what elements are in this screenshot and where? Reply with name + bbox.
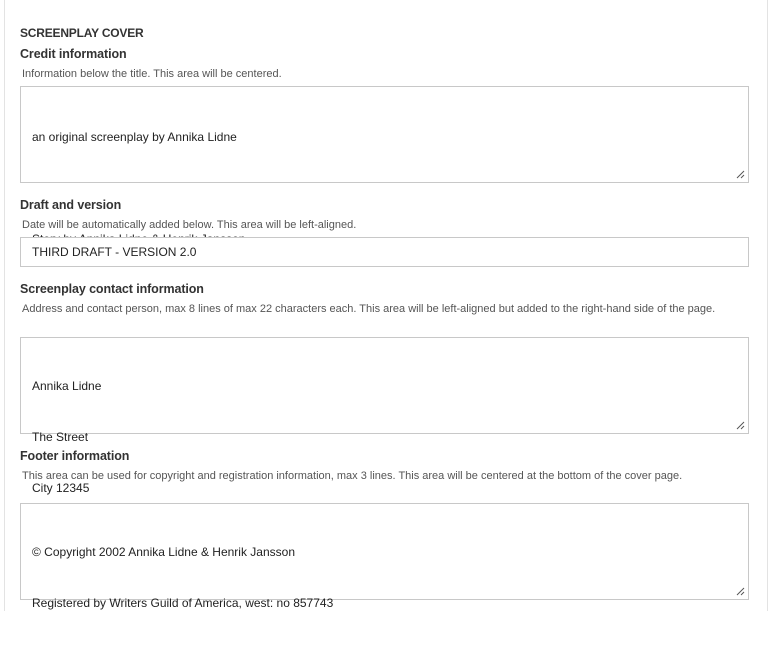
footer-information-help: This area can be used for copyright and registration information, max 3 lines. This area will be centered at the bottom of the cover page. bbox=[22, 470, 683, 482]
resize-grip-icon[interactable] bbox=[736, 170, 745, 179]
credit-information-help: Information below the title. This area will be centered. bbox=[22, 68, 282, 80]
credit-information-textarea[interactable] bbox=[20, 86, 749, 183]
contact-line-1: Annika Lidne bbox=[32, 379, 102, 393]
resize-grip-icon[interactable] bbox=[736, 421, 745, 430]
footer-information-textarea[interactable] bbox=[20, 503, 749, 610]
credit-line-1: an original screenplay by Annika Lidne bbox=[32, 130, 237, 144]
contact-information-help: Address and contact person, max 8 lines of max 22 characters each. This area will be left-aligned but added to the right-hand side of the page. bbox=[22, 303, 716, 315]
footer-information-label: Footer information bbox=[20, 449, 130, 463]
draft-version-help: Date will be automatically added below. This area will be left-aligned. bbox=[22, 219, 357, 231]
contact-line-2: The Street bbox=[32, 430, 89, 444]
draft-version-label: Draft and version bbox=[20, 198, 122, 212]
credit-line-2 bbox=[32, 180, 737, 197]
credit-information-label: Credit information bbox=[20, 47, 127, 61]
draft-version-input[interactable]: THIRD DRAFT - VERSION 2.0 bbox=[20, 237, 749, 267]
contact-line-3: City 12345 bbox=[32, 481, 90, 495]
footer-line-1: © Copyright 2002 Annika Lidne & Henrik Jansson bbox=[32, 545, 295, 559]
section-heading: SCREENPLAY COVER bbox=[20, 26, 144, 40]
resize-grip-icon[interactable] bbox=[736, 587, 745, 596]
screenplay-cover-panel bbox=[4, 0, 768, 611]
contact-information-label: Screenplay contact information bbox=[20, 282, 204, 296]
footer-line-2: Registered by Writers Guild of America, west: no 857743 bbox=[32, 596, 334, 610]
